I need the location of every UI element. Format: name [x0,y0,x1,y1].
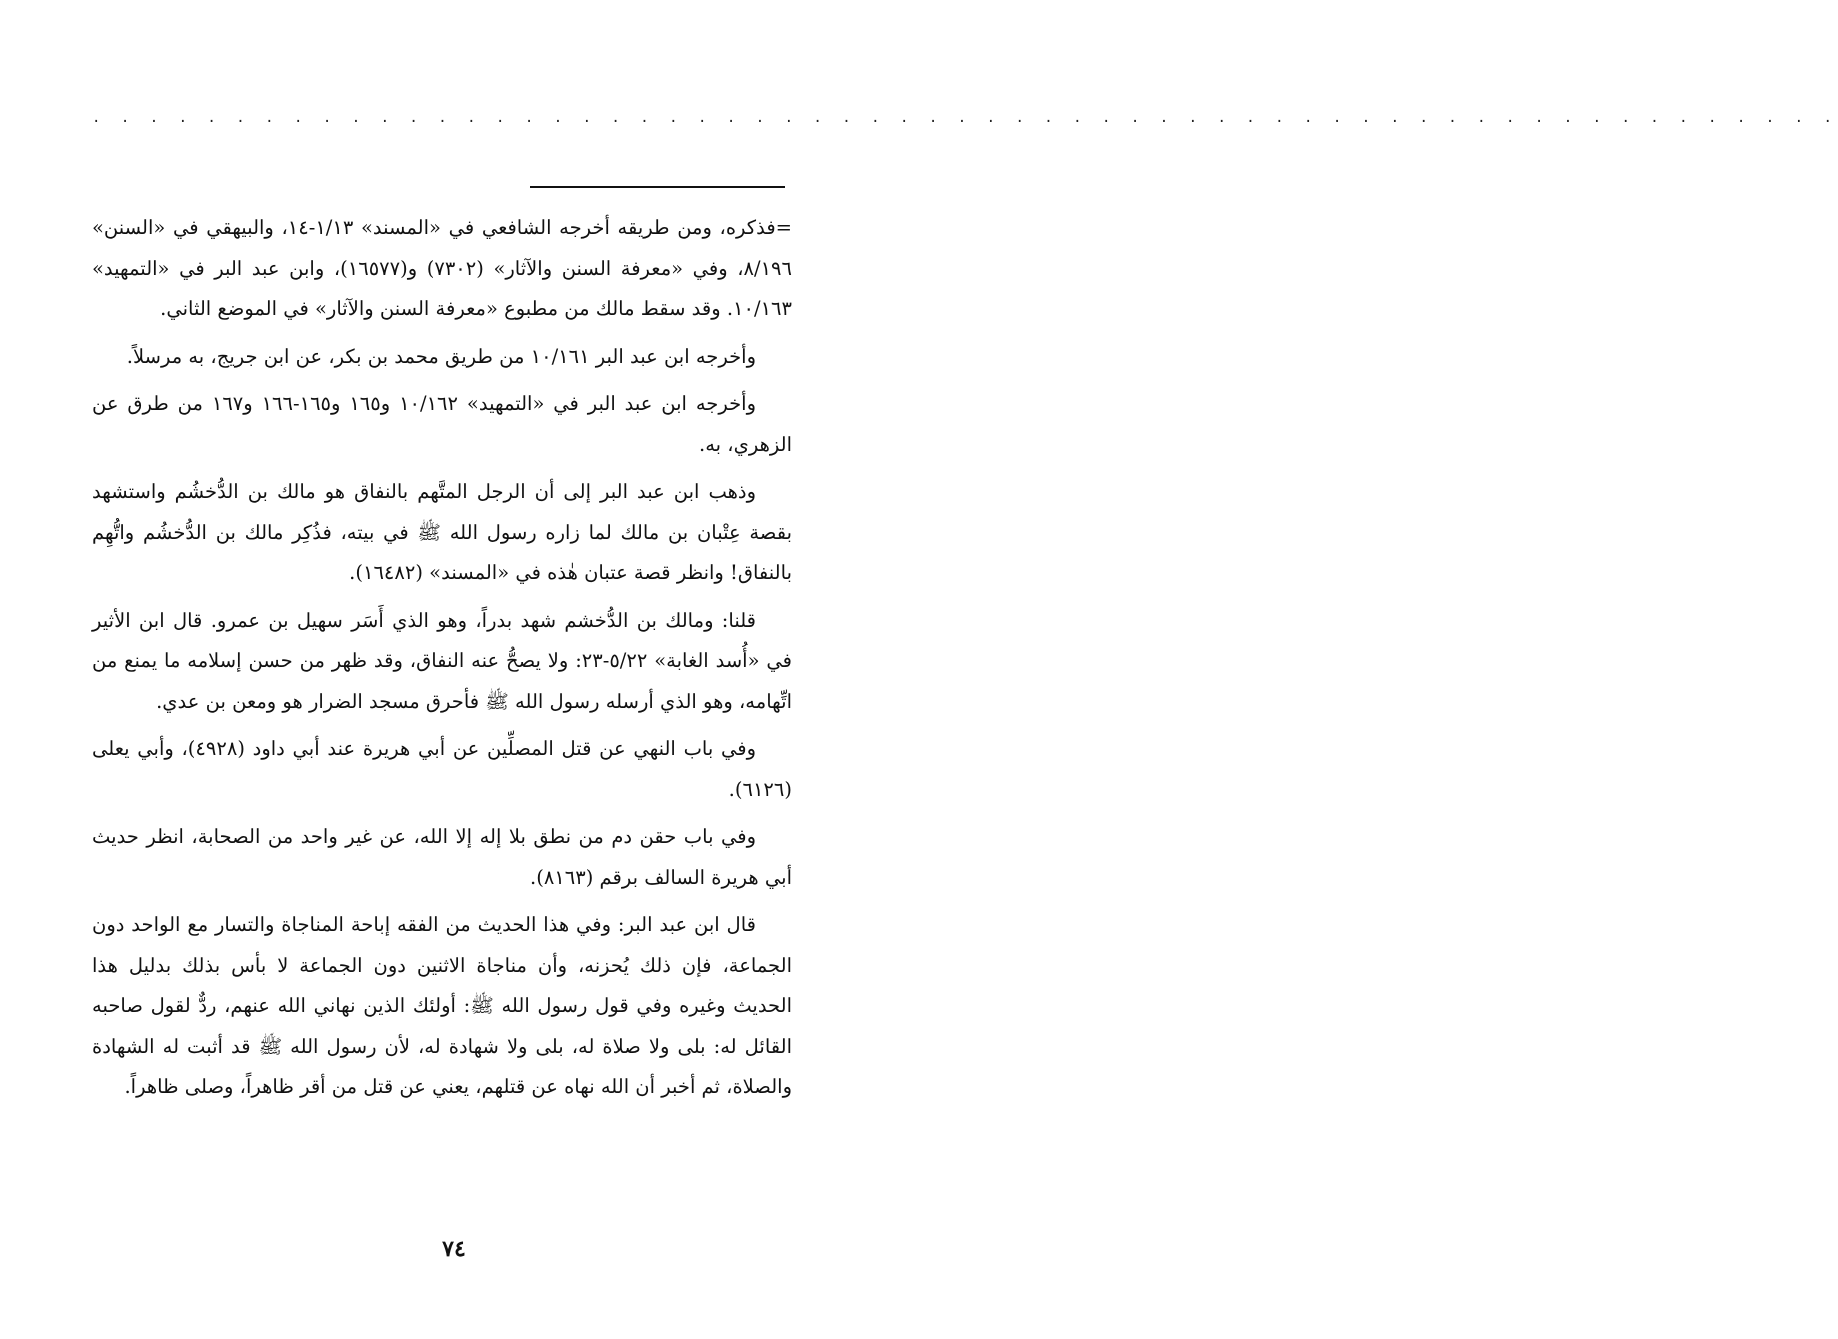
footnote-paragraph: وأخرجه ابن عبد البر ١٠/١٦١ من طريق محمد بن بكر، عن ابن جريج، به مرسلاً. [126,344,756,368]
footnote-paragraph: وفي باب النهي عن قتل المصلِّين عن أبي هريرة عند أبي داود (٤٩٢٨)، وأبي يعلى (٦١٢٦). [92,737,792,801]
footnote-paragraph: قال ابن عبد البر: وفي هذا الحديث من الفقه إباحة المناجاة والتسار مع الواحد دون الجماعة، فإن ذلك يُحزنه، وأن مناجاة الاثنين دون الجماعة لا بأس بذلك بدليل هذا الحديث وغيره وفي قول رسول الله ﷺ: أولئك الذين نهاني الله عنهم، ردٌّ لقول صاحبه القائل له: بلى ولا صلاة له، بلى ولا شهادة له، لأن رسول الله ﷺ قد أثبت له الشهادة والصلاة، ثم أخبر أن الله نهاه عن قتلهم، يعني عن قتل من أقر ظاهراً، وصلى ظاهراً. [92,913,792,1098]
footnote-separator-line [530,186,785,188]
footnote-paragraph: =فذكره، ومن طريقه أخرجه الشافعي في «المسند» ١/١٣-١٤، والبيهقي في «السنن» ٨/١٩٦، وفي «معرفة السنن والآثار» (٧٣٠٢) و(١٦٥٧٧)، وابن عبد البر في «التمهيد» ١٠/١٦٣. وقد سقط مالك من مطبوع «معرفة السنن والآثار» في الموضع الثاني. [92,216,792,320]
footnote-paragraph: وأخرجه ابن عبد البر في «التمهيد» ١٠/١٦٢ و١٦٥ و١٦٥-١٦٦ و١٦٧ من طرق عن الزهري، به. [92,392,792,456]
footnote-paragraph: قلنا: ومالك بن الدُّخشم شهد بدراً، وهو الذي أَسَر سهيل بن عمرو. قال ابن الأثير في «أُسد الغابة» ٥/٢٢-٢٣: ولا يصحُّ عنه النفاق، وقد ظهر من حسن إسلامه ما يمنع من اتِّهامه، وهو الذي أرسله رسول الله ﷺ فأحرق مسجد الضرار هو ومعن بن عدي. [92,608,792,713]
footnote-paragraph: وذهب ابن عبد البر إلى أن الرجل المتَّهم بالنفاق هو مالك بن الدُّخشُم واستشهد بقصة عِتْبان بن مالك لما زاره رسول الله ﷺ في بيته، فذُكِر مالك بن الدُّخشُم واتُّهِم بالنفاق! وانظر قصة عتبان هٰذه في «المسند» (١٦٤٨٢). [92,480,792,584]
footnote-paragraph: وفي باب حقن دم من نطق بلا إله إلا الله، عن غير واحد من الصحابة، انظر حديث أبي هريرة السالف برقم (٨١٦٣). [92,825,792,889]
dotted-separator: . . . . . . . . . . . . . . . . . . . . . . . . . . . . . . . . . . . . . . . . . . . . . . . . . . . . . . . . . . . . . [92,110,1838,126]
page-number: ٧٤ [442,1236,466,1262]
footnotes-section [92,208,792,1115]
